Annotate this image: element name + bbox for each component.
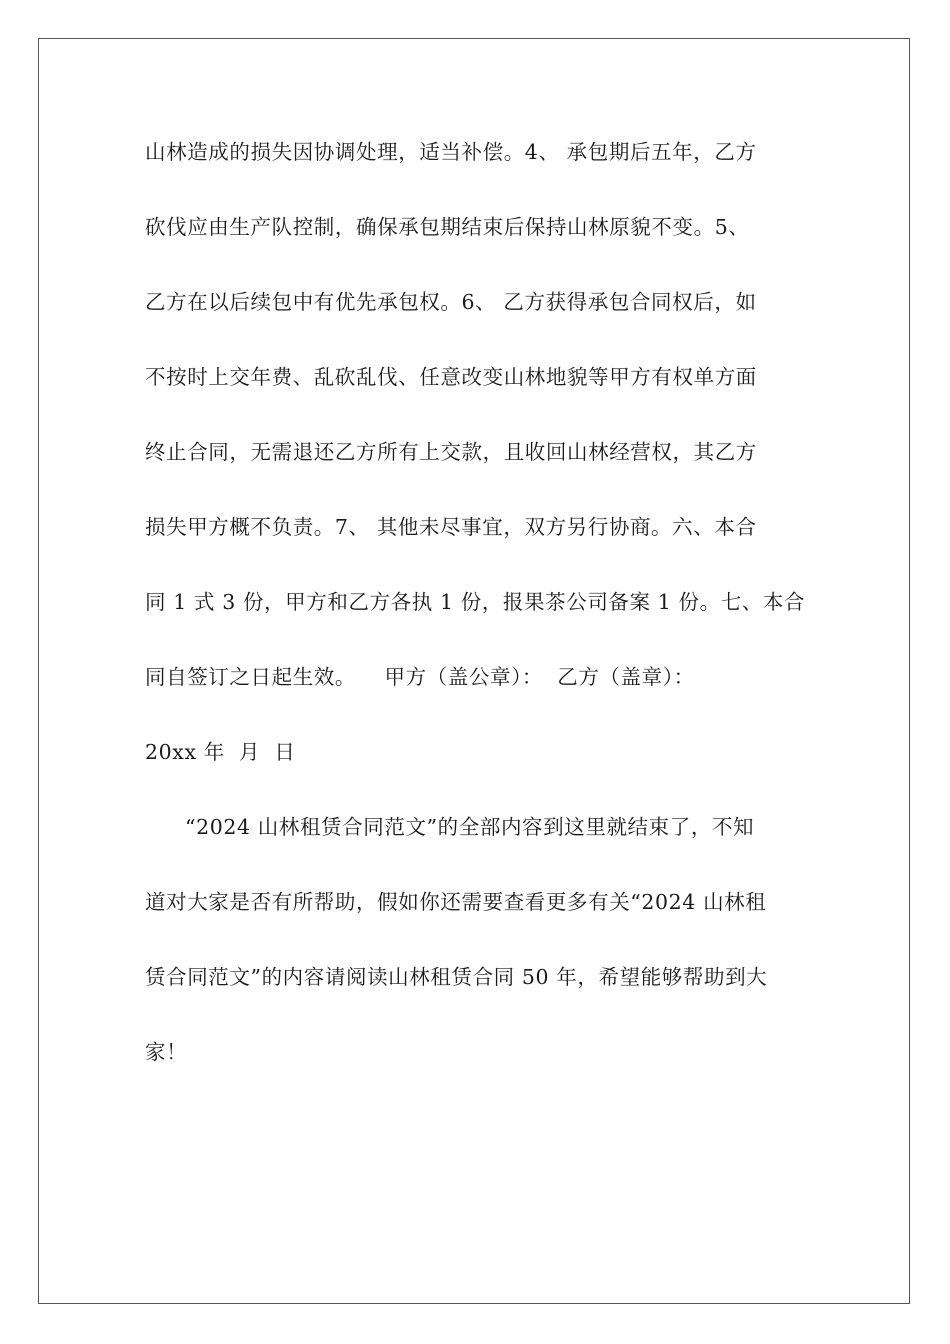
text-line: 终止合同，无需退还乙方所有上交款，且收回山林经营权，其乙方 [145,440,757,464]
text-line: 损失甲方概不负责。7、 其他未尽事宜，双方另行协商。六、本合 [145,515,757,539]
date-line: 20xx 年 月 日 [145,740,296,764]
text-line: 砍伐应由生产队控制，确保承包期结束后保持山林原貌不变。5、 [145,215,750,239]
closing-paragraph-line: “2024 山林租赁合同范文”的全部内容到这里就结束了，不知 [185,815,755,839]
document-body [145,134,815,1109]
closing-paragraph-line: 道对大家是否有所帮助，假如你还需要查看更多有关“2024 山林租 [145,890,767,914]
text-line: 乙方在以后续包中有优先承包权。6、 乙方获得承包合同权后，如 [145,290,757,314]
closing-paragraph-line: 家！ [145,1040,188,1064]
closing-paragraph-line: 赁合同范文”的内容请阅读山林租赁合同 50 年，希望能够帮助到大 [145,965,768,989]
text-line: 山林造成的损失因协调处理，适当补偿。4、 承包期后五年，乙方 [145,140,757,164]
text-line: 同 1 式 3 份，甲方和乙方各执 1 份，报果茶公司备案 1 份。七、本合 [145,590,806,614]
signature-line: 同自签订之日起生效。 甲方（盖公章）： 乙方（盖章）： [145,665,695,689]
text-line: 不按时上交年费、乱砍乱伐、任意改变山林地貌等甲方有权单方面 [145,365,757,389]
